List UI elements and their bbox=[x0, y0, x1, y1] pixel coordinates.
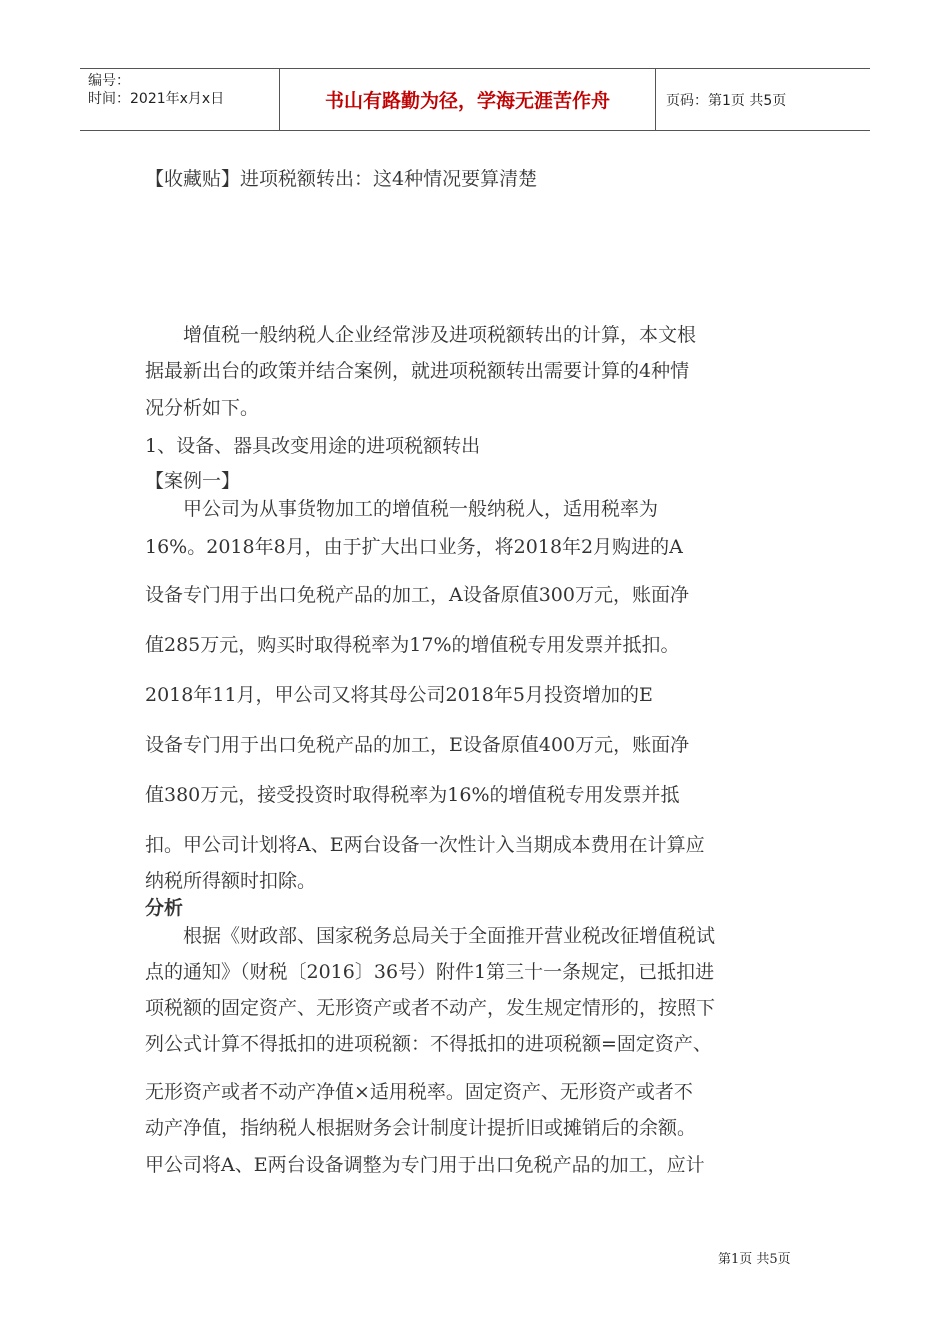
header-motto bbox=[280, 69, 656, 130]
page-header bbox=[80, 68, 870, 131]
section-heading: 1、设备、器具改变用途的进项税额转出 bbox=[145, 435, 481, 457]
text-line: 动产净值，指纳税人根据财务会计制度计提折旧或摊销后的余额。 bbox=[145, 1117, 697, 1139]
case-heading: 【案例一】 bbox=[145, 470, 241, 492]
text-line: 2018年11月，甲公司又将其母公司2018年5月投资增加的E bbox=[145, 684, 653, 706]
time-label: 时间：2021年x月x日 bbox=[88, 91, 225, 107]
document-title: 【收藏贴】进项税额转出：这4种情况要算清楚 bbox=[145, 168, 538, 190]
text-line: 设备专门用于出口免税产品的加工，E设备原值400万元，账面净 bbox=[145, 734, 690, 756]
motto-text: 书山有路勤为径，学海无涯苦作舟 bbox=[324, 90, 610, 112]
analysis-heading: 分析 bbox=[145, 897, 184, 919]
text-line: 甲公司将A、E两台设备调整为专门用于出口免税产品的加工，应计 bbox=[145, 1154, 705, 1176]
text-line: 无形资产或者不动产净值×适用税率。固定资产、无形资产或者不 bbox=[145, 1081, 693, 1103]
text-line: 扣。甲公司计划将A、E两台设备一次性计入当期成本费用在计算应 bbox=[145, 834, 705, 856]
page-footer: 第1页 共5页 bbox=[718, 1252, 791, 1267]
text-line: 增值税一般纳税人企业经常涉及进项税额转出的计算，本文根 bbox=[183, 324, 697, 346]
text-line: 值380万元，接受投资时取得税率为16%的增值税专用发票并抵 bbox=[145, 784, 680, 806]
text-line: 况分析如下。 bbox=[145, 397, 260, 419]
text-line: 甲公司为从事货物加工的增值税一般纳税人，适用税率为 bbox=[183, 498, 659, 520]
text-line: 设备专门用于出口免税产品的加工，A设备原值300万元，账面净 bbox=[145, 584, 689, 606]
header-page-label: 页码：第1页 共5页 bbox=[666, 92, 787, 109]
text-line: 纳税所得额时扣除。 bbox=[145, 870, 317, 892]
header-info bbox=[80, 69, 280, 130]
text-line: 点的通知》（财税〔2016〕36号）附件1第三十一条规定，已抵扣进 bbox=[145, 961, 715, 983]
text-line: 项税额的固定资产、无形资产或者不动产，发生规定情形的，按照下 bbox=[145, 997, 716, 1019]
text-line: 根据《财政部、国家税务总局关于全面推开营业税改征增值税试 bbox=[183, 925, 716, 947]
text-line: 值285万元，购买时取得税率为17%的增值税专用发票并抵扣。 bbox=[145, 634, 680, 656]
text-line: 16%。2018年8月，由于扩大出口业务，将2018年2月购进的A bbox=[145, 536, 683, 558]
number-label: 编号： bbox=[88, 73, 130, 89]
text-line: 据最新出台的政策并结合案例，就进项税额转出需要计算的4种情 bbox=[145, 360, 690, 382]
text-line: 列公式计算不得抵扣的进项税额：不得抵扣的进项税额=固定资产、 bbox=[145, 1033, 712, 1055]
